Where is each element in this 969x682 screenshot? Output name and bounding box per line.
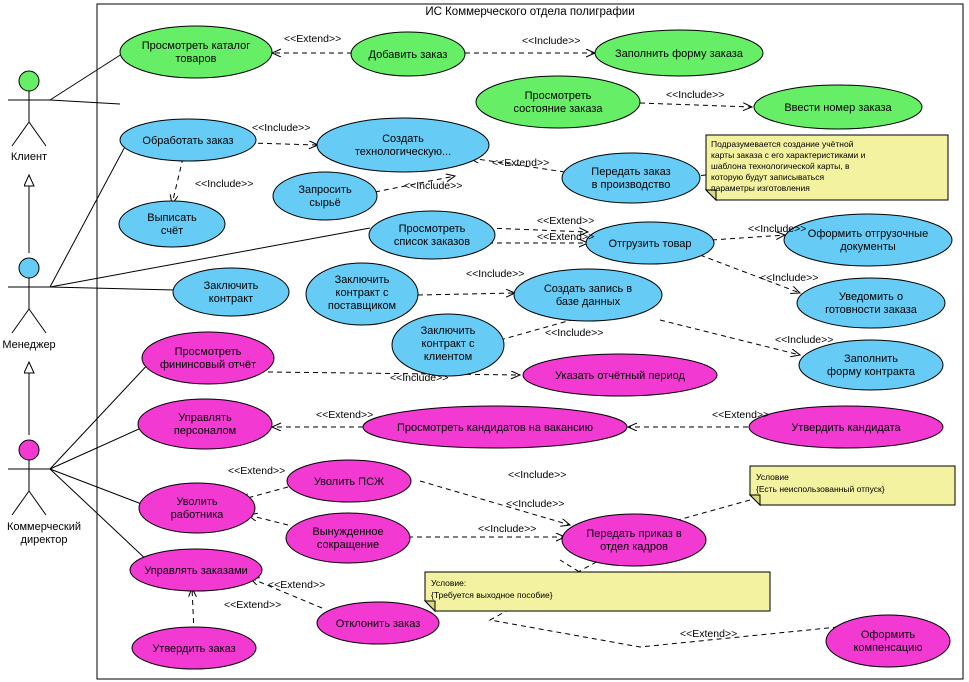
usecase-uc2[interactable]: [351, 32, 465, 76]
usecase-uc11-line-0: Просмотреть: [398, 223, 466, 235]
usecase-uc26-line-1: работника: [170, 509, 224, 521]
actor-client-label: Клиент: [10, 151, 48, 163]
actor-manager-label: Менеджер: [2, 339, 56, 351]
usecase-uc11[interactable]: [369, 211, 495, 259]
actor-director[interactable]: [7, 440, 81, 546]
usecase-uc29[interactable]: [130, 549, 262, 591]
usecase-uc4[interactable]: [476, 76, 640, 128]
stereotype-s19: <<Extend>>: [228, 465, 286, 477]
usecase-uc10[interactable]: [119, 201, 225, 247]
usecase-uc15-line-1: контракт: [208, 293, 254, 305]
usecase-uc20-line-1: фининсовый отчёт: [160, 359, 256, 371]
usecase-uc3[interactable]: [595, 30, 763, 76]
usecase-uc27[interactable]: [286, 513, 410, 563]
usecase-uc28-line-1: отдел кадров: [600, 541, 668, 553]
usecase-uc22-line-0: Управлять: [178, 412, 232, 424]
usecase-uc19-line-1: форму контракта: [827, 366, 915, 378]
stereotype-s22: <<Extend>>: [268, 579, 326, 591]
usecase-uc18-line-1: контракт с: [421, 338, 475, 350]
note-note2: [750, 466, 955, 505]
usecase-uc10-line-1: счёт: [160, 225, 184, 237]
usecase-uc32[interactable]: [826, 615, 950, 667]
usecase-uc30[interactable]: [317, 602, 439, 644]
usecase-uc10-line-0: Выписать: [147, 212, 197, 224]
usecase-uc13-line-1: документы: [840, 241, 896, 253]
usecase-uc8[interactable]: [562, 153, 700, 203]
stereotype-s13: <<Include>>: [545, 327, 604, 339]
note1-line-3: которую будут записываться: [711, 172, 825, 182]
stereotype-s1: <<Extend>>: [284, 33, 342, 45]
usecase-uc8-line-0: Передать заказ: [591, 166, 671, 178]
stereotype-s7: <<Include>>: [404, 180, 463, 192]
note3-line-1: {Требуется выходное пособие}: [431, 590, 553, 600]
usecase-uc9-line-1: сырьё: [309, 197, 341, 209]
usecase-uc9-line-0: Запросить: [298, 184, 352, 196]
usecase-uc21[interactable]: [523, 354, 717, 396]
actor-manager[interactable]: [2, 258, 55, 351]
stereotype-s11: <<Include>>: [760, 272, 819, 284]
stereotype-s16: <<Include>>: [506, 498, 565, 510]
usecase-uc29-line-0: Управлять заказами: [144, 565, 248, 577]
usecase-uc22[interactable]: [138, 399, 272, 449]
note-note3: [425, 572, 770, 611]
usecase-uc14[interactable]: [797, 278, 945, 328]
usecase-uc1-line-0: Просмотреть каталог: [141, 40, 251, 52]
usecase-uc31[interactable]: [132, 627, 256, 669]
usecase-uc27-line-1: сокращение: [316, 539, 380, 551]
note1-line-2: шаблона технологической карты, в: [711, 161, 850, 171]
stereotype-s18: <<Extend>>: [712, 409, 770, 421]
stereotype-s23: <<Extend>>: [224, 599, 282, 611]
usecase-uc9[interactable]: [273, 172, 377, 220]
usecase-uc12[interactable]: [586, 222, 714, 264]
usecase-uc32-line-0: Оформить: [860, 629, 916, 641]
usecase-uc16[interactable]: [306, 263, 418, 325]
stereotype-s6: <<Include>>: [195, 178, 254, 190]
usecase-uc3-line-0: Заполнить форму заказа: [615, 48, 743, 60]
usecase-uc5[interactable]: [754, 85, 922, 129]
note1-line-0: Подразумевается создание учётной: [711, 139, 854, 149]
usecase-uc15-line-0: Заключить: [203, 280, 259, 292]
usecase-uc28[interactable]: [562, 514, 706, 566]
usecase-uc8-line-1: в производство: [591, 179, 671, 191]
note3-line-0: Условие:: [431, 578, 467, 588]
usecase-uc31-line-0: Утвердить заказ: [152, 643, 236, 655]
usecase-uc2-line-0: Добавить заказ: [368, 49, 448, 61]
stereotype-s9: <<Extend>>: [537, 231, 595, 243]
usecase-uc18-line-2: клиентом: [423, 351, 473, 363]
usecase-uc16-line-0: Заключить: [334, 274, 390, 286]
stereotype-s21: <<Include>>: [478, 523, 537, 535]
usecase-uc32-line-1: компенсацию: [853, 642, 923, 654]
usecase-uc13-line-0: Оформить отгрузочные: [807, 228, 929, 240]
usecase-uc7-line-1: технологическую...: [354, 146, 452, 158]
usecase-uc18-line-0: Заключить: [420, 325, 476, 337]
usecase-uc17[interactable]: [514, 269, 662, 321]
usecase-uc17-line-0: Создать запись в: [543, 283, 633, 295]
usecase-uc24-line-0: Утвердить кандидата: [791, 422, 901, 434]
usecase-uc12-line-0: Отгрузить товар: [608, 238, 692, 250]
usecase-uc6-line-0: Обработать заказ: [142, 135, 234, 147]
stereotype-s17: <<Extend>>: [316, 409, 374, 421]
stereotype-s8: <<Extend>>: [537, 215, 595, 227]
usecase-uc16-line-2: поставщиком: [327, 300, 397, 312]
note1-line-1: карты заказа с его характеристиками и: [711, 150, 866, 160]
usecase-uc6[interactable]: [120, 119, 256, 161]
stereotype-s5: <<Extend>>: [492, 157, 550, 169]
usecase-uc1-line-1: товаров: [175, 53, 217, 65]
usecase-uc4-line-0: Просмотреть: [524, 90, 592, 102]
usecase-uc14-line-1: готовности заказа: [825, 304, 917, 316]
usecase-uc24[interactable]: [749, 406, 943, 448]
usecase-uc21-line-0: Указать отчётный период: [555, 370, 685, 382]
usecase-uc15[interactable]: [173, 268, 289, 316]
usecase-uc25[interactable]: [287, 460, 411, 502]
note-note1: [706, 135, 948, 200]
usecase-uc7-line-0: Создать: [382, 133, 424, 145]
usecase-uc14-line-0: Уведомить о: [838, 291, 904, 303]
stereotype-s14: <<Include>>: [775, 334, 834, 346]
usecase-uc20-line-0: Просмотреть: [174, 346, 242, 358]
note2-line-1: {Есть неиспользованный отпуск}: [756, 484, 885, 494]
usecase-uc5-line-0: Ввести номер заказа: [784, 102, 892, 114]
usecase-uc7[interactable]: [317, 118, 489, 172]
stereotype-s4: <<Include>>: [252, 122, 311, 134]
note2-line-0: Условие: [756, 472, 789, 482]
stereotype-s3: <<Include>>: [666, 89, 725, 101]
actor-director-label-1: Коммерческий: [6, 521, 82, 533]
usecase-uc19[interactable]: [799, 340, 943, 390]
usecase-uc23-line-0: Просмотреть кандидатов на вакансию: [396, 422, 594, 434]
usecase-uc18[interactable]: [392, 314, 504, 376]
usecase-uc28-line-0: Передать приказ в: [586, 528, 682, 540]
actor-client[interactable]: [8, 71, 50, 163]
usecase-uc23[interactable]: [363, 406, 627, 448]
usecase-uc27-line-0: Вынужденное: [312, 526, 384, 538]
usecase-uc19-line-0: Заполнить: [843, 353, 899, 365]
usecase-uc11-line-1: список заказов: [393, 236, 471, 248]
usecase-uc20[interactable]: [142, 332, 274, 384]
note1-line-4: параметры изготовления: [711, 183, 810, 193]
usecase-uc26-line-0: Уволить: [176, 496, 218, 508]
stereotype-s20: <<Include>>: [508, 469, 567, 481]
actor-director-label-2: директор: [20, 534, 68, 546]
stereotype-s15: <<Include>>: [390, 372, 449, 384]
stereotype-s10: <<Include>>: [748, 223, 807, 235]
usecase-uc26[interactable]: [139, 483, 255, 533]
usecase-uc30-line-0: Отклонить заказ: [335, 618, 421, 630]
stereotype-s24: <<Extend>>: [680, 628, 738, 640]
usecase-uc13[interactable]: [784, 214, 952, 266]
usecase-uc22-line-1: персоналом: [173, 425, 237, 437]
system-title: ИС Коммерческого отдела полиграфии: [425, 6, 635, 18]
stereotype-s2: <<Include>>: [522, 35, 581, 47]
usecase-uc4-line-1: состояние заказа: [513, 103, 603, 115]
usecase-uc25-line-0: Уволить ПСЖ: [313, 476, 385, 488]
usecase-uc17-line-1: базе данных: [555, 296, 621, 308]
usecase-uc1[interactable]: [120, 26, 272, 78]
stereotype-s12: <<Include>>: [466, 268, 525, 280]
usecase-uc16-line-1: контракт с: [335, 287, 389, 299]
